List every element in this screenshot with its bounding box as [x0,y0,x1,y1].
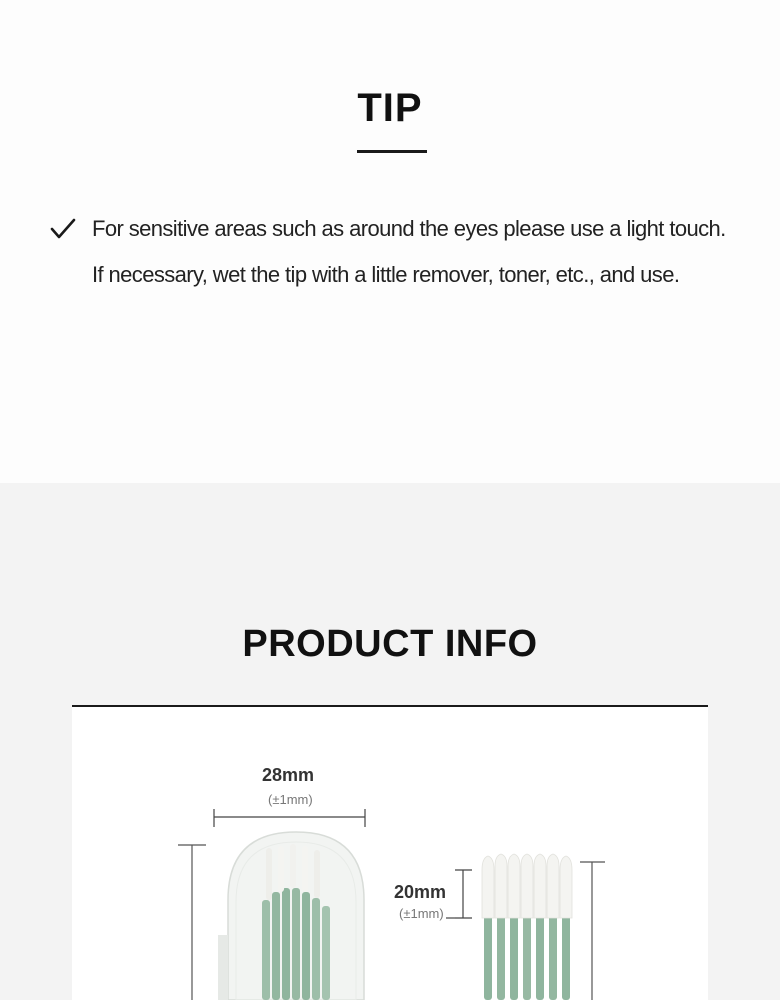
tip-length-value: 20mm [394,882,447,902]
tip-line-1: For sensitive areas such as around the eyes please use a light touch. [92,216,726,241]
tip-length-tolerance: (±1mm) [399,906,444,921]
product-info-title: PRODUCT INFO [242,623,538,665]
case-width-tolerance: (±1mm) [268,792,313,807]
product-info-panel [72,707,708,1000]
tip-title-underline [357,150,427,153]
tip-title: TIP [357,86,423,130]
tip-line-2: If necessary, wet the tip with a little remover, toner, etc., and use. [92,262,680,287]
case-width-value: 28mm [262,765,315,785]
product-info-section [0,483,780,1000]
tip-section [0,0,780,483]
checkmark-icon [50,218,76,240]
